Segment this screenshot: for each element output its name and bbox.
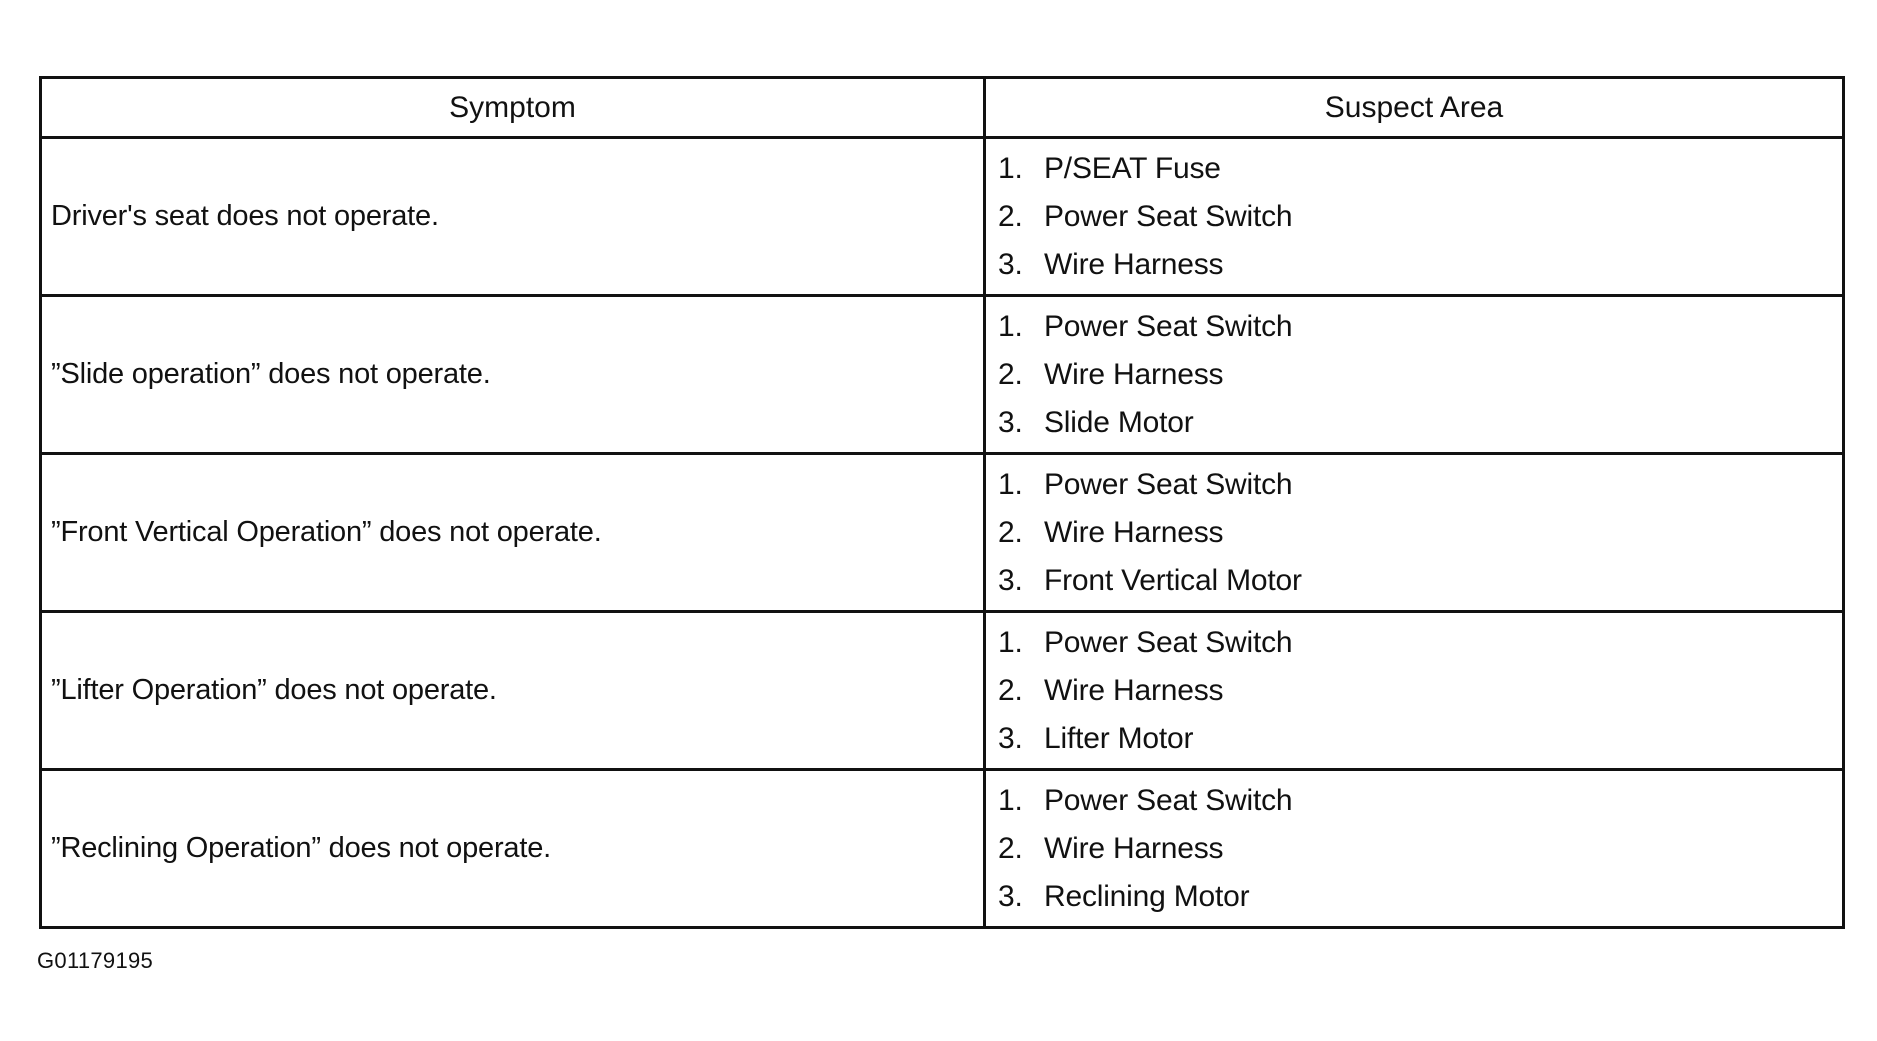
suspect-item xyxy=(998,351,1842,399)
item-number: 2. xyxy=(998,515,1023,549)
table-row xyxy=(41,612,1844,770)
suspect-item xyxy=(998,777,1842,825)
suspect-area-cell xyxy=(985,770,1844,928)
item-text: Power Seat Switch xyxy=(1044,309,1293,343)
item-number: 3. xyxy=(998,879,1023,913)
table-row xyxy=(41,770,1844,928)
item-text: Power Seat Switch xyxy=(1044,467,1293,501)
item-text: Wire Harness xyxy=(1044,357,1224,391)
item-text: Wire Harness xyxy=(1044,247,1224,281)
item-number: 1. xyxy=(998,783,1023,817)
suspect-item xyxy=(998,873,1842,921)
symptom-cell: ”Lifter Operation” does not operate. xyxy=(41,612,985,770)
suspect-item xyxy=(998,619,1842,667)
item-text: Wire Harness xyxy=(1044,515,1224,549)
suspect-area-cell xyxy=(985,454,1844,612)
suspect-item xyxy=(998,509,1842,557)
item-number: 1. xyxy=(998,151,1023,185)
item-text: Power Seat Switch xyxy=(1044,625,1293,659)
suspect-item xyxy=(998,399,1842,447)
suspect-area-column-header: Suspect Area xyxy=(985,78,1844,138)
suspect-item xyxy=(998,825,1842,873)
suspect-list xyxy=(998,461,1842,605)
suspect-item xyxy=(998,461,1842,509)
suspect-list xyxy=(998,145,1842,289)
suspect-item xyxy=(998,193,1842,241)
item-text: Wire Harness xyxy=(1044,673,1224,707)
symptom-cell: Driver's seat does not operate. xyxy=(41,138,985,296)
suspect-list xyxy=(998,619,1842,763)
item-number: 3. xyxy=(998,405,1023,439)
item-number: 2. xyxy=(998,357,1023,391)
item-number: 2. xyxy=(998,673,1023,707)
suspect-item xyxy=(998,667,1842,715)
suspect-list xyxy=(998,777,1842,921)
suspect-area-cell xyxy=(985,138,1844,296)
suspect-area-cell xyxy=(985,612,1844,770)
suspect-item xyxy=(998,715,1842,763)
item-number: 3. xyxy=(998,247,1023,281)
item-text: Front Vertical Motor xyxy=(1044,563,1302,597)
table-row xyxy=(41,454,1844,612)
item-number: 3. xyxy=(998,563,1023,597)
item-number: 3. xyxy=(998,721,1023,755)
table-row xyxy=(41,138,1844,296)
symptom-cell: ”Front Vertical Operation” does not operate. xyxy=(41,454,985,612)
item-number: 1. xyxy=(998,309,1023,343)
item-text: Power Seat Switch xyxy=(1044,783,1293,817)
table-header-row xyxy=(41,78,1844,138)
symptom-cell: ”Slide operation” does not operate. xyxy=(41,296,985,454)
item-text: Wire Harness xyxy=(1044,831,1224,865)
item-number: 2. xyxy=(998,199,1023,233)
suspect-list xyxy=(998,303,1842,447)
item-text: Reclining Motor xyxy=(1044,879,1250,913)
item-text: Power Seat Switch xyxy=(1044,199,1293,233)
suspect-area-cell xyxy=(985,296,1844,454)
item-number: 1. xyxy=(998,625,1023,659)
item-text: Lifter Motor xyxy=(1044,721,1194,755)
item-text: P/SEAT Fuse xyxy=(1044,151,1221,185)
item-number: 1. xyxy=(998,467,1023,501)
suspect-item xyxy=(998,145,1842,193)
figure-id: G01179195 xyxy=(37,948,154,973)
suspect-item xyxy=(998,303,1842,351)
suspect-item xyxy=(998,557,1842,605)
symptom-column-header: Symptom xyxy=(41,78,985,138)
troubleshooting-table xyxy=(39,76,1845,929)
table-row xyxy=(41,296,1844,454)
item-number: 2. xyxy=(998,831,1023,865)
item-text: Slide Motor xyxy=(1044,405,1194,439)
symptom-cell: ”Reclining Operation” does not operate. xyxy=(41,770,985,928)
suspect-item xyxy=(998,241,1842,289)
